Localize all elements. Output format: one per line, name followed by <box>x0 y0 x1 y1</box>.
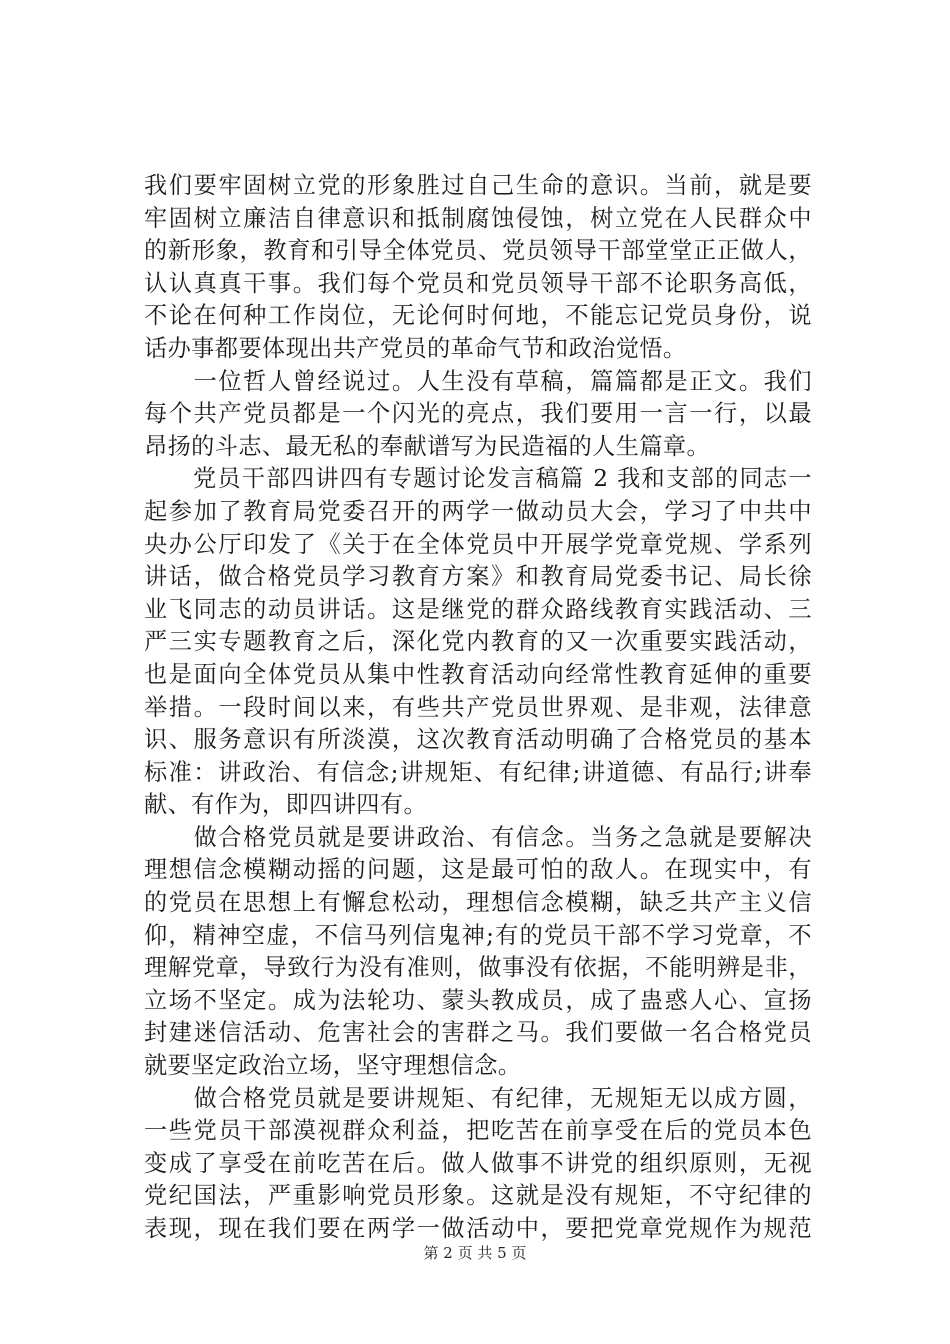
text-line: 认认真真干事。我们每个党员和党员领导干部不论职务高低， <box>144 269 812 297</box>
text-line: 封建迷信活动、危害社会的害群之马。我们要做一名合格党员 <box>144 1019 812 1047</box>
text-line: 立场不坚定。成为法轮功、蒙头教成员，成了蛊惑人心、宣扬 <box>144 986 812 1014</box>
text-line: 每个共产党员都是一个闪光的亮点，我们要用一言一行，以最 <box>144 400 812 428</box>
document-body <box>144 170 812 1246</box>
text-line: 严三实专题教育之后，深化党内教育的又一次重要实践活动， <box>144 628 812 656</box>
text-line: 理想信念模糊动摇的问题，这是最可怕的敌人。在现实中，有 <box>144 856 812 884</box>
text-line: 仰，精神空虚，不信马列信鬼神;有的党员干部不学习党章，不 <box>144 921 812 949</box>
text-line: 不论在何种工作岗位，无论何时何地，不能忘记党员身份，说 <box>144 302 812 330</box>
text-line: 我们要牢固树立党的形象胜过自己生命的意识。当前，就是要 <box>144 172 812 199</box>
text-line: 变成了享受在前吃苦在后。做人做事不讲党的组织原则，无视 <box>144 1149 812 1177</box>
text-line: 表现，现在我们要在两学一做活动中，要把党章党规作为规范 <box>144 1215 812 1242</box>
text-line: 讲话，做合格党员学习教育方案》和教育局党委书记、局长徐 <box>144 563 812 591</box>
text-line: 就要坚定政治立场，坚守理想信念。 <box>144 1052 522 1080</box>
text-line: 的党员在思想上有懈怠松动，理想信念模糊，缺乏共产主义信 <box>144 889 812 917</box>
text-line: 党员干部四讲四有专题讨论发言稿篇 2 我和支部的同志一 <box>144 465 812 493</box>
text-line: 标准：讲政治、有信念;讲规矩、有纪律;讲道德、有品行;讲奉 <box>144 758 812 786</box>
page-number-footer: 第 2 页 共 5 页 <box>423 1244 527 1262</box>
text-line: 牢固树立廉洁自律意识和抵制腐蚀侵蚀，树立党在人民群众中 <box>144 204 812 232</box>
text-line: 识、服务意识有所淡漠，这次教育活动明确了合格党员的基本 <box>144 726 812 754</box>
text-line: 的新形象，教育和引导全体党员、党员领导干部堂堂正正做人， <box>144 237 812 265</box>
text-line: 献、有作为，即四讲四有。 <box>144 791 428 819</box>
text-line: 党纪国法，严重影响党员形象。这就是没有规矩，不守纪律的 <box>144 1182 812 1210</box>
text-line: 一些党员干部漠视群众利益，把吃苦在前享受在后的党员本色 <box>144 1117 812 1145</box>
text-line: 央办公厅印发了《关于在全体党员中开展学党章党规、学系列 <box>144 530 812 558</box>
text-line: 业飞同志的动员讲话。这是继党的群众路线教育实践活动、三 <box>144 595 812 623</box>
text-line: 做合格党员就是要讲政治、有信念。当务之急就是要解决 <box>144 823 812 851</box>
text-line: 话办事都要体现出共产党员的革命气节和政治觉悟。 <box>144 334 687 362</box>
text-line: 做合格党员就是要讲规矩、有纪律，无规矩无以成方圆， <box>144 1084 812 1112</box>
text-line: 理解党章，导致行为没有准则，做事没有依据，不能明辨是非， <box>144 954 812 982</box>
text-line: 昂扬的斗志、最无私的奉献谱写为民造福的人生篇章。 <box>144 432 711 460</box>
text-line: 举措。一段时间以来，有些共产党员世界观、是非观，法律意 <box>144 693 812 721</box>
text-line: 一位哲人曾经说过。人生没有草稿，篇篇都是正文。我们 <box>144 367 812 395</box>
text-line: 起参加了教育局党委召开的两学一做动员大会，学习了中共中 <box>144 497 812 525</box>
text-line: 也是面向全体党员从集中性教育活动向经常性教育延伸的重要 <box>144 660 812 688</box>
